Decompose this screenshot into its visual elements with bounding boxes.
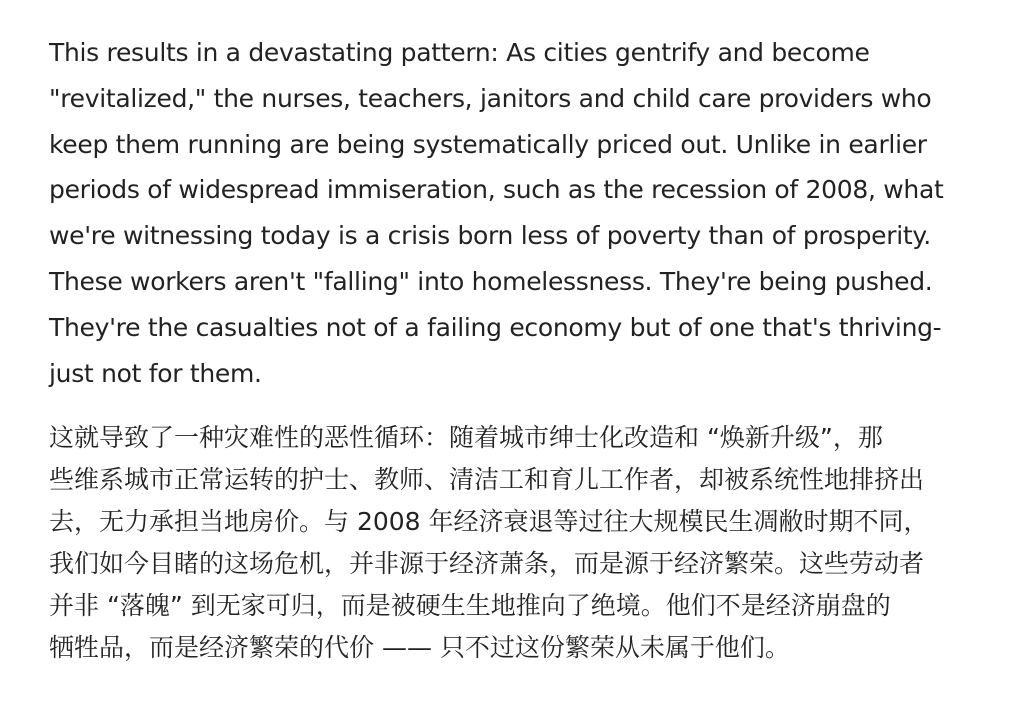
chinese-line-2: 些维系城市正常运转的护士、教师、清洁工和育儿工作者，却被系统性地排挤出 <box>49 465 925 495</box>
chinese-line-5: 并非 “落魄” 到无家可归，而是被硬生生地推向了绝境。他们不是经济崩盘的 <box>49 591 891 621</box>
chinese-line-6: 牺牲品，而是经济繁荣的代价 —— 只不过这份繁荣从未属于他们。 <box>49 633 790 663</box>
article-body <box>49 30 994 669</box>
english-line-2: "revitalized," the nurses, teachers, janitors and child care providers who <box>49 83 932 113</box>
chinese-line-3: 去，无力承担当地房价。与 2008 年经济衰退等过往大规模民生凋敝时期不同， <box>49 507 929 537</box>
english-line-4: periods of widespread immiseration, such as the recession of 2008, what <box>49 175 944 205</box>
chinese-line-4: 我们如今目睹的这场危机，并非源于经济萧条，而是源于经济繁荣。这些劳动者 <box>49 549 925 579</box>
english-line-8: just not for them. <box>49 358 262 388</box>
english-line-3: keep them running are being systematically priced out. Unlike in earlier <box>49 129 927 159</box>
english-line-7: They're the casualties not of a failing economy but of one that's thriving- <box>49 312 942 342</box>
english-line-1: This results in a devastating pattern: As cities gentrify and become <box>49 38 870 67</box>
chinese-line-1: 这就导致了一种灾难性的恶性循环：随着城市绅士化改造和 “焕新升级”，那 <box>49 423 883 453</box>
english-line-5: we're witnessing today is a crisis born less of poverty than of prosperity. <box>49 221 931 251</box>
english-line-6: These workers aren't "falling" into homelessness. They're being pushed. <box>49 266 933 296</box>
chinese-paragraph <box>49 417 994 669</box>
english-paragraph <box>49 30 994 396</box>
